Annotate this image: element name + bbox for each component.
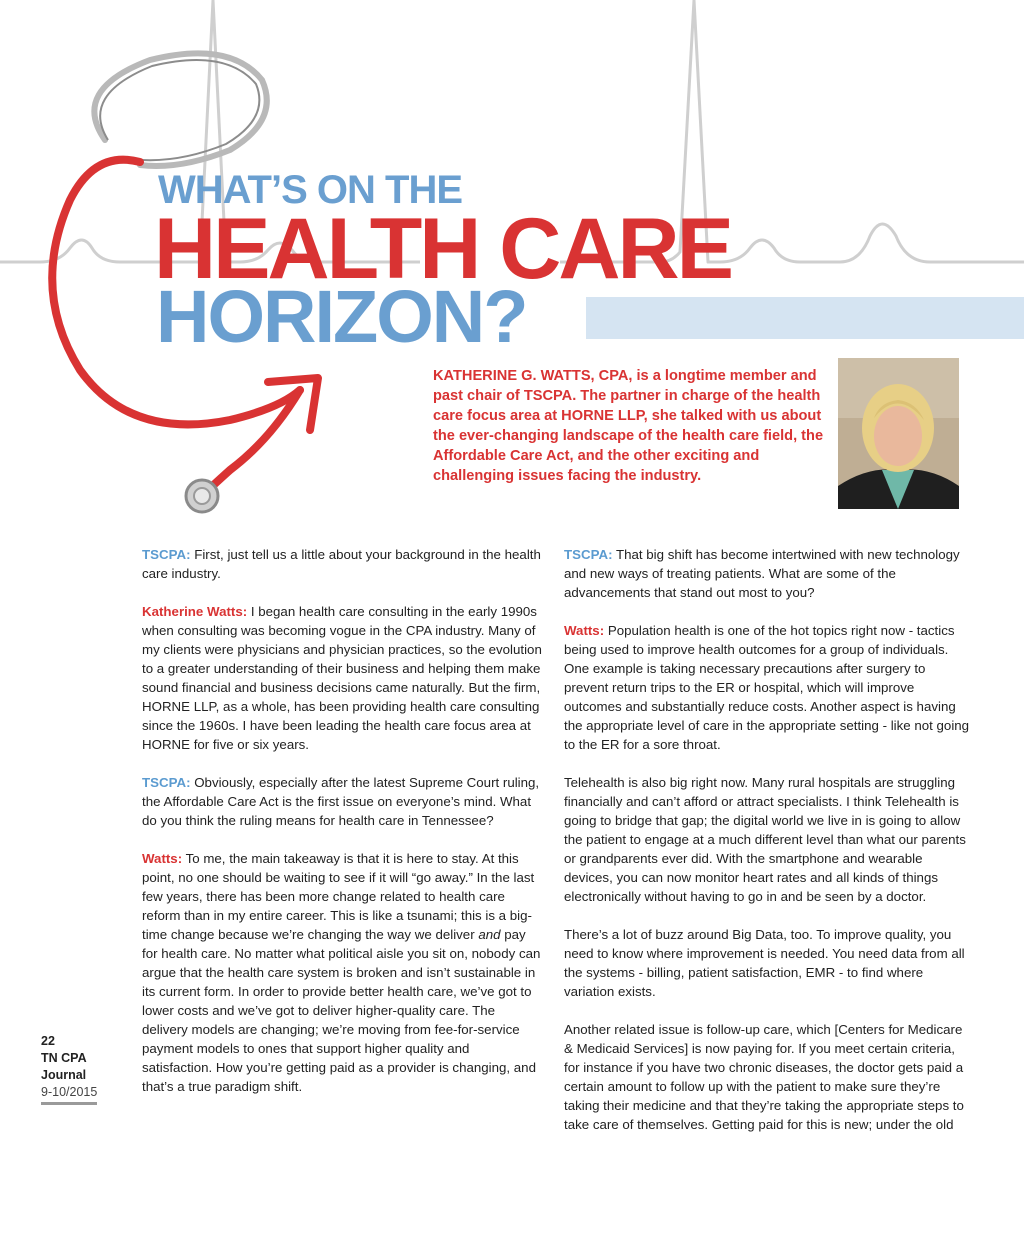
speaker-label: Katherine Watts: [142, 604, 248, 619]
headline-line-2: HEALTH CARE [154, 201, 731, 297]
speaker-label: TSCPA: [142, 775, 191, 790]
paragraph-text: That big shift has become intertwined with new technology and new ways of treating patients. What are some of the advancements that stand out most to you? [564, 547, 960, 600]
speaker-label: Watts: [564, 623, 605, 638]
publication-name: TN CPA [41, 1051, 87, 1065]
paragraph-text: I began health care consulting in the early 1990s when consulting was becoming vogue in the CPA industry. Many of my clients were physicians and physician practices, so the evolution to a greater understanding of their business and helping them make sound financial and business decisions came naturally. But the firm, HORNE LLP, as a whole, has been providing health care consulting since the 1960s. I have been leading the health care focus area at HORNE for five or six years. [142, 604, 542, 752]
page-folio [41, 1033, 103, 1105]
portrait-photo [838, 358, 959, 509]
intro-paragraph: KATHERINE G. WATTS, CPA, is a longtime member and past chair of TSCPA. The partner in charge of the health care focus area at HORNE LLP, she talked with us about the ever-changing landscape of the health care field, the Affordable Care Act, and the other exciting and challenging issues facing the industry. [433, 368, 824, 484]
body-paragraph: There’s a lot of buzz around Big Data, too. To improve quality, you need to know where improvement is needed. You need data from all the systems - billing, patient satisfaction, EMR - to find where variation exists. [564, 927, 965, 999]
body-paragraph: Another related issue is follow-up care, which [Centers for Medicare & Medicaid Services] is now paying for. If you meet certain criteria, for instance if you have two chronic diseases, the doctor gets paid a certain amount to follow up with the patient to make sure they’re taking their medicine and that they’re taking the appropriate steps to take care of themselves. Getting paid for this is new; under the old [564, 1022, 964, 1132]
paragraph-text: pay for health care. No matter what political aisle you sit on, nobody can argue that the health care system is broken and isn’t sustainable in its current form. In order to provide better health care, we’ve got to lower costs and we’ve got to deliver higher-quality care. The delivery models are changing; we’re moving from fee-for-service payment models to ones that support higher quality and satisfaction. How you’re getting paid as a provider is changing, and that’s a true paradigm shift. [142, 927, 541, 1094]
qa-paragraph [142, 849, 542, 1096]
publication-name: Journal [41, 1068, 87, 1082]
issue-date: 9-10/2015 [41, 1084, 97, 1105]
qa-paragraph [564, 545, 970, 602]
paragraph-text: Population health is one of the hot topics right now - tactics being used to improve health outcomes for a group of individuals. One example is taking necessary precautions after surgery to prevent return trips to the ER or hospital, which will improve outcomes and substantially reduce costs. Another aspect is having the appropriate level of care in the appropriate setting - like not going to the ER for a sore throat. [564, 623, 970, 752]
body-paragraph: Telehealth is also big right now. Many rural hospitals are struggling financially and can’t afford or attract specialists. I think Telehealth is going to bridge that gap; the digital world we live in is going to allow the patient to engage at a much different level than what our parents or grandparents ever did. With the smartphone and wearable devices, you can now monitor heart rates and all kinds of things electronically without having to go in and be seen by a doctor. [564, 775, 966, 904]
qa-paragraph [564, 621, 970, 754]
speaker-label: Watts: [142, 851, 183, 866]
qa-paragraph [142, 545, 542, 583]
headline-line-1: WHAT’S ON THE [158, 168, 463, 212]
emphasis-text: and [478, 927, 501, 942]
paragraph-text: First, just tell us a little about your background in the health care industry. [142, 547, 541, 581]
headline-line-3: HORIZON? [156, 275, 527, 358]
qa-paragraph [142, 773, 542, 830]
paragraph-text: Obviously, especially after the latest Supreme Court ruling, the Affordable Care Act is the first issue on everyone’s mind. What do you think the ruling means for health care in Tennessee? [142, 775, 540, 828]
article-column-right [564, 545, 970, 1153]
qa-paragraph [142, 602, 542, 754]
headline-accent-bar [586, 297, 1024, 339]
speaker-label: TSCPA: [142, 547, 191, 562]
article-column-left [142, 545, 542, 1115]
speaker-label: TSCPA: [564, 547, 613, 562]
paragraph-text: To me, the main takeaway is that it is here to stay. At this point, no one should be waiting to see if it will “go away.” In the last few years, there has been more change related to health care reform than in my entire career. This is like a tsunami; this is a big-time change because we’re changing the way we deliver [142, 851, 535, 942]
page-number: 22 [41, 1034, 55, 1048]
